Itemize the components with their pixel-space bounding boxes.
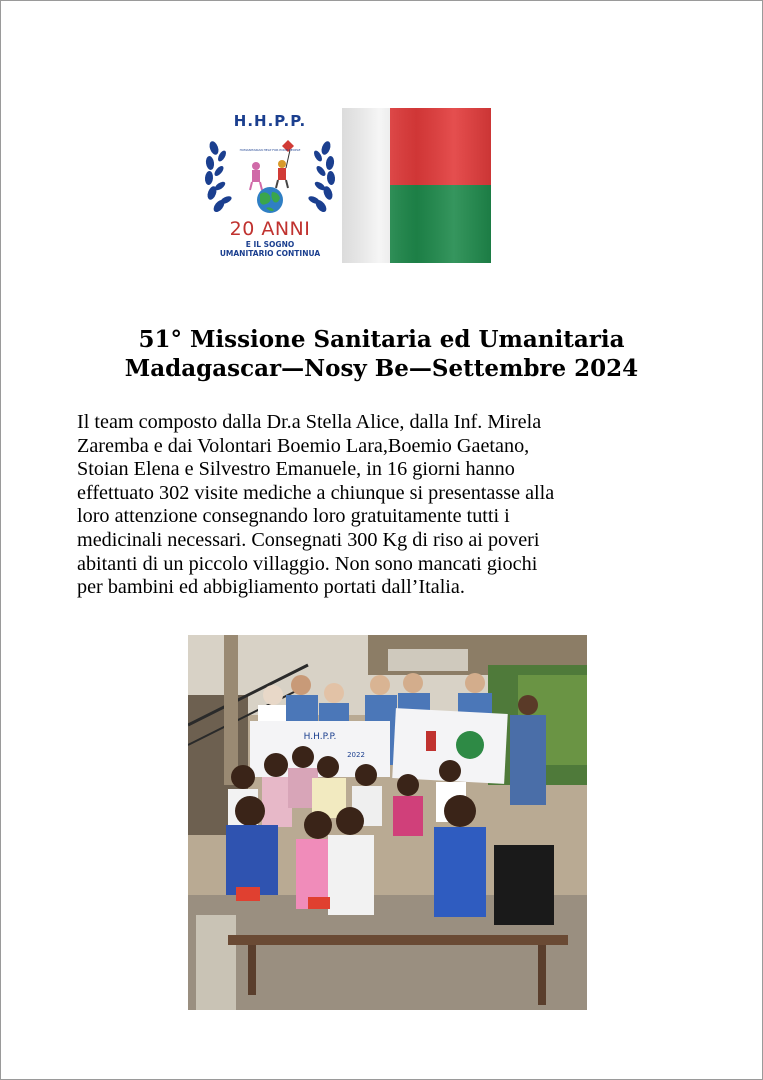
title-line-1: 51° Missione Sanitaria ed Umanitaria: [138, 326, 625, 353]
body-line: abitanti di un piccolo villaggio. Non sono mancati giochi: [77, 552, 538, 575]
globe-icon: [257, 187, 283, 213]
body-line: loro attenzione consegnando loro gratuitamente tutti i: [77, 505, 510, 528]
page-title: [0, 325, 763, 383]
group-photo: [188, 635, 587, 1010]
logo-motto: E IL SOGNO UMANITARIO CONTINUA: [219, 240, 321, 258]
body-line: Zaremba e dai Volontari Boemio Lara,Boemio Gaetano,: [77, 434, 530, 457]
logo-tagline: HUMANITARIAN HELP FOR POOR PEOPLE: [239, 148, 301, 152]
hhpp-logo: [200, 108, 340, 263]
mission-description: [77, 411, 692, 600]
body-line: medicinali necessari. Consegnati 300 Kg di riso ai poveri: [77, 528, 540, 551]
banner-left-year: 2022: [347, 751, 365, 759]
body-line: Il team composto dalla Dr.a Stella Alice, dalla Inf. Mirela: [77, 411, 542, 433]
body-line: Stoian Elena e Silvestro Emanuele, in 16 giorni hanno: [77, 458, 515, 481]
logo-anniversary: 20 ANNI: [229, 218, 311, 240]
madagascar-flag-icon: [342, 108, 491, 263]
globe-icon: [456, 731, 484, 759]
body-line: effettuato 302 visite mediche a chiunque si presentasse alla: [77, 481, 555, 504]
banner-left-text: H.H.P.P.: [303, 732, 337, 742]
body-line: per bambini ed abbigliamento portati dall’Italia.: [77, 576, 465, 599]
logo-title: H.H.P.P.: [233, 112, 307, 130]
title-line-2: Madagascar—Nosy Be—Settembre 2024: [124, 355, 639, 382]
